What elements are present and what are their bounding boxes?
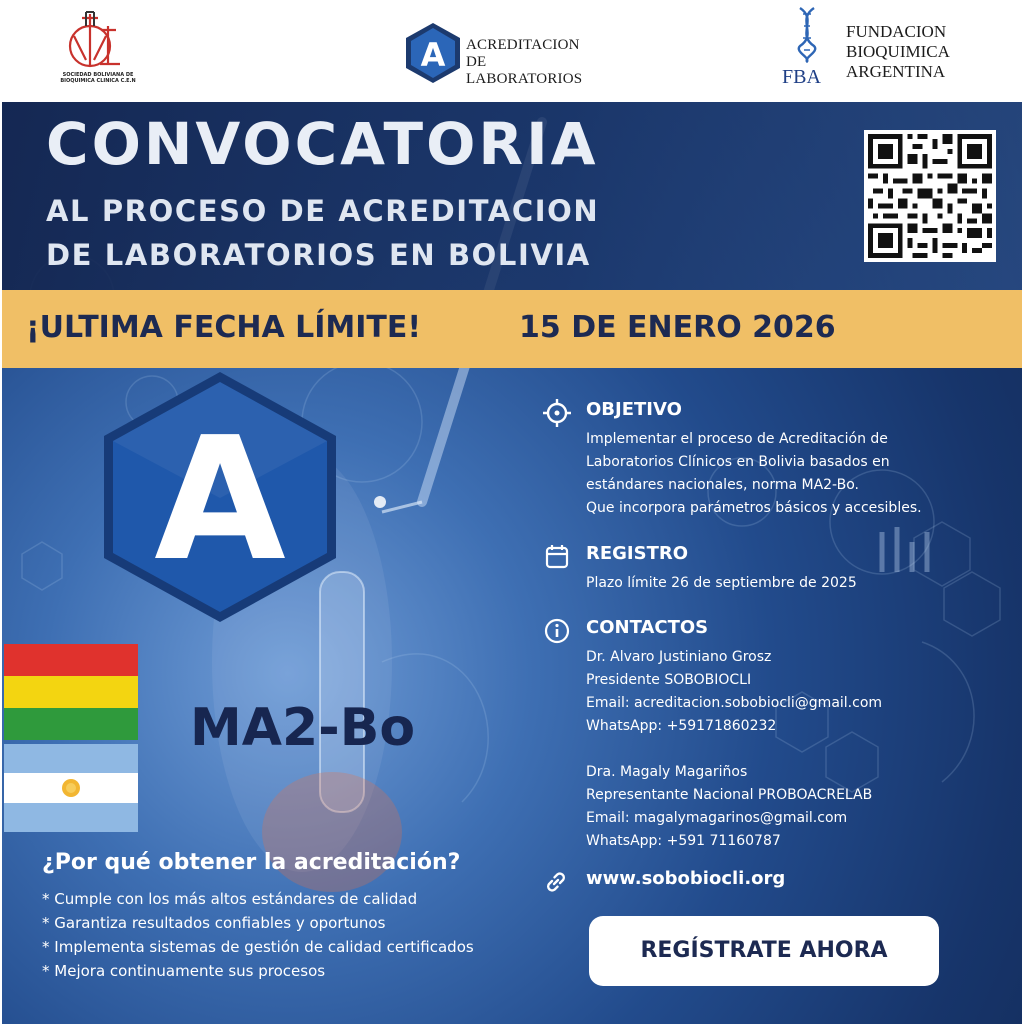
website-url[interactable]: www.sobobiocli.org (586, 868, 786, 889)
objetivo-line: Laboratorios Clínicos en Bolivia basados en (586, 454, 890, 470)
objetivo-body (586, 428, 986, 520)
fba-logo-line2: BIOQUIMICA (846, 42, 950, 61)
register-now-button[interactable]: REGÍSTRATE AHORA (589, 916, 939, 986)
fba-logo (780, 6, 960, 98)
acreditacion-logo-text (466, 37, 604, 88)
list-item: * Implementa sistemas de gestión de calidad certificados (42, 935, 474, 959)
accreditation-hexagon-letter: A (154, 401, 286, 599)
dna-icon (792, 6, 822, 64)
objetivo-line: Implementar el proceso de Acreditación de (586, 431, 888, 447)
subtitle-line1: AL PROCESO DE ACREDITACION (46, 194, 600, 228)
bolivia-flag-icon (4, 644, 138, 740)
contact-email[interactable]: Email: magalymagarinos@gmail.com (586, 810, 848, 826)
registro-body (586, 572, 986, 595)
objetivo-line: estándares nacionales, norma MA2-Bo. (586, 477, 859, 493)
fba-logo-name (846, 22, 950, 82)
contact-phone[interactable]: WhatsApp: +591 71160787 (586, 833, 781, 849)
link-icon (542, 868, 570, 896)
list-item: * Garantiza resultados confiables y oportunos (42, 911, 474, 935)
target-icon (542, 398, 572, 428)
qr-code-icon[interactable] (864, 130, 996, 262)
contact-line: Dr. Alvaro Justiniano Grosz (586, 649, 772, 665)
contact-email[interactable]: Email: acreditacion.sobobiocli@gmail.com (586, 695, 883, 711)
why-title: ¿Por qué obtener la acreditación? (42, 850, 461, 875)
calendar-icon (542, 542, 572, 572)
norm-label: MA2-Bo (190, 698, 416, 758)
deadline-band (2, 290, 1022, 368)
website-link[interactable] (542, 866, 942, 896)
page-title: CONVOCATORIA (46, 110, 599, 178)
contactos-body (586, 646, 986, 853)
list-item: * Cumple con los más altos estándares de calidad (42, 887, 474, 911)
objetivo-line: Que incorpora parámetros básicos y accesibles. (586, 500, 922, 516)
fba-logo-line1: FUNDACION (846, 22, 947, 41)
acreditacion-logo (404, 22, 604, 87)
why-list (42, 887, 474, 983)
argentina-flag-icon (4, 744, 138, 832)
info-icon (542, 616, 572, 646)
list-item: * Mejora continuamente sus procesos (42, 959, 474, 983)
objetivo-heading: OBJETIVO (586, 399, 682, 420)
fba-logo-abbr: FBA (782, 66, 821, 88)
sobobiocli-logo-icon (60, 6, 136, 98)
accreditation-hexagon-icon (100, 370, 340, 624)
acreditacion-logo-line2: LABORATORIOS (466, 71, 583, 87)
deadline-label: ¡ULTIMA FECHA LÍMITE! (26, 310, 422, 345)
sobobiocli-logo-text: SOCIEDAD BOLIVIANA DE BIOQUIMICA CLINICA C.E.N (60, 72, 136, 84)
hexagon-a-icon (404, 22, 462, 84)
contact-line: Dra. Magaly Magariños (586, 764, 748, 780)
fba-logo-line3: ARGENTINA (846, 62, 946, 81)
registro-line: Plazo límite 26 de septiembre de 2025 (586, 575, 857, 591)
contact-spacer (586, 738, 986, 761)
deadline-date: 15 DE ENERO 2026 (519, 310, 836, 345)
contact-phone[interactable]: WhatsApp: +59171860232 (586, 718, 777, 734)
contact-line: Presidente SOBOBIOCLI (586, 672, 752, 688)
subtitle-line2: DE LABORATORIOS EN BOLIVIA (46, 238, 591, 272)
logo-bar (0, 0, 1024, 102)
contact-line: Representante Nacional PROBOACRELAB (586, 787, 873, 803)
acreditacion-logo-letter: A (420, 36, 446, 74)
registro-heading: REGISTRO (586, 543, 689, 564)
contactos-heading: CONTACTOS (586, 617, 709, 638)
acreditacion-logo-line1: ACREDITACION DE (466, 37, 580, 70)
poster (2, 102, 1022, 1024)
